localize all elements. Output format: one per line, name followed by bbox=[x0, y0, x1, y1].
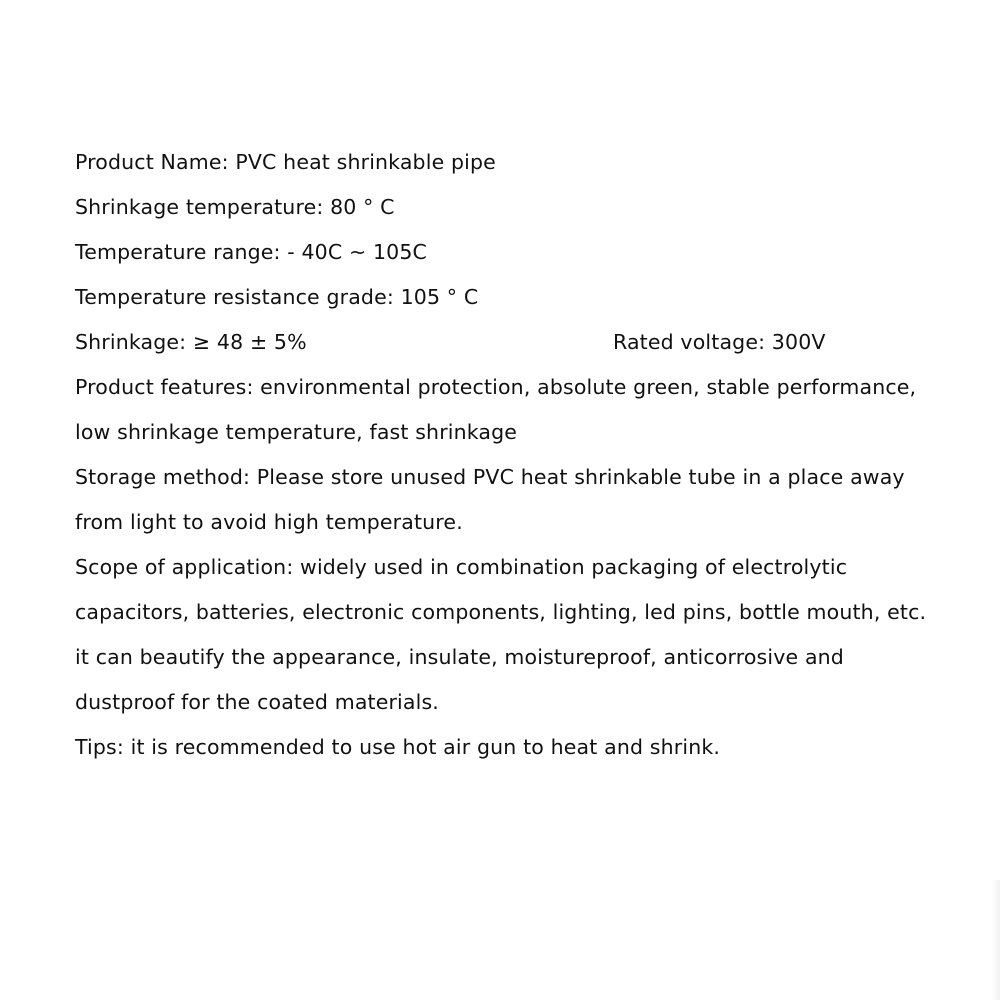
scope-line-1: Scope of application: widely used in combination packaging of electrolytic bbox=[75, 555, 848, 579]
shrinkage: Shrinkage: ≥ 48 ± 5% bbox=[75, 330, 307, 354]
scope-line-4: dustproof for the coated materials. bbox=[75, 690, 439, 714]
temperature-resistance-grade: Temperature resistance grade: 105 ° C bbox=[75, 285, 479, 309]
scope-line-3: it can beautify the appearance, insulate, moistureproof, anticorrosive and bbox=[75, 645, 844, 669]
tips: Tips: it is recommended to use hot air gun to heat and shrink. bbox=[75, 735, 721, 759]
storage-method-line-2: from light to avoid high temperature. bbox=[75, 510, 463, 534]
rated-voltage: Rated voltage: 300V bbox=[613, 330, 826, 354]
shrinkage-voltage-row bbox=[75, 326, 975, 371]
edge-shade bbox=[992, 880, 1000, 1000]
product-features-line-2: low shrinkage temperature, fast shrinkage bbox=[75, 420, 518, 444]
product-spec-sheet bbox=[75, 146, 975, 776]
shrinkage-temperature: Shrinkage temperature: 80 ° C bbox=[75, 195, 395, 219]
storage-method-line-1: Storage method: Please store unused PVC heat shrinkable tube in a place away bbox=[75, 465, 905, 489]
product-name: Product Name: PVC heat shrinkable pipe bbox=[75, 150, 496, 174]
product-features-line-1: Product features: environmental protection, absolute green, stable performance, bbox=[75, 375, 917, 399]
temperature-range: Temperature range: - 40C ~ 105C bbox=[75, 240, 428, 264]
scope-line-2: capacitors, batteries, electronic components, lighting, led pins, bottle mouth, etc. bbox=[75, 600, 927, 624]
